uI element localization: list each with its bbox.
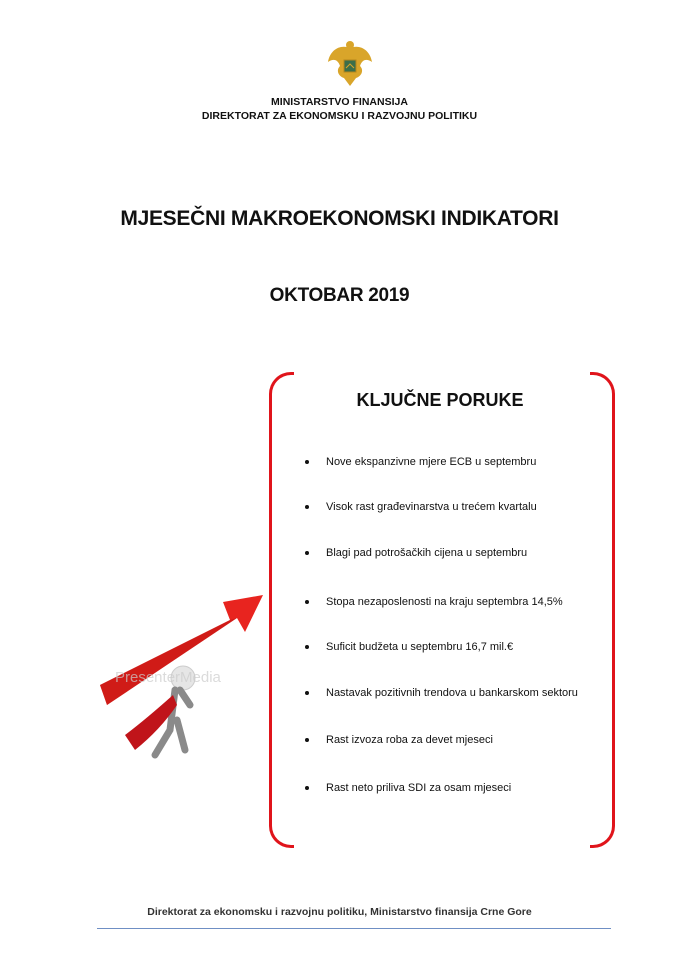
- list-item: Nastavak pozitivnih trendova u bankarskom sektoru: [305, 687, 578, 699]
- document-period: OKTOBAR 2019: [269, 285, 410, 306]
- key-messages-title: KLJUČNE PORUKE: [356, 390, 524, 410]
- bullet-icon: [305, 505, 309, 509]
- bullet-icon: [305, 738, 309, 742]
- list-item: Stopa nezaposlenosti na kraju septembra 14,5%: [305, 596, 563, 608]
- bullet-icon: [305, 786, 309, 790]
- bullet-icon: [305, 551, 309, 555]
- box-right-bracket: [590, 372, 615, 848]
- watermark: PresenterMedia: [115, 669, 221, 686]
- coat-of-arms-icon: [326, 40, 374, 90]
- list-item: Rast neto priliva SDI za osam mjeseci: [305, 782, 511, 794]
- bullet-icon: [305, 645, 309, 649]
- list-item: Blagi pad potrošačkih cijena u septembru: [305, 547, 527, 559]
- box-left-bracket: [269, 372, 294, 848]
- directorate-name: DIREKTORAT ZA EKONOMSKU I RAZVOJNU POLITIKU: [201, 110, 478, 122]
- bullet-icon: [305, 460, 309, 464]
- list-item: Rast izvoza roba za devet mjeseci: [305, 734, 493, 746]
- bullet-icon: [305, 600, 309, 604]
- footer-text: Direktorat za ekonomsku i razvojnu politiku, Ministarstvo finansija Crne Gore: [147, 906, 532, 918]
- bullet-icon: [305, 691, 309, 695]
- ministry-name: MINISTARSTVO FINANSIJA: [271, 96, 408, 108]
- document-title: MJESEČNI MAKROEKONOMSKI INDIKATORI: [120, 207, 559, 230]
- rising-arrow-illustration: [95, 580, 270, 780]
- list-item: Suficit budžeta u septembru 16,7 mil.€: [305, 641, 513, 653]
- list-item: Nove ekspanzivne mjere ECB u septembru: [305, 456, 536, 468]
- list-item: Visok rast građevinarstva u trećem kvartalu: [305, 501, 537, 513]
- footer-divider: [97, 928, 611, 929]
